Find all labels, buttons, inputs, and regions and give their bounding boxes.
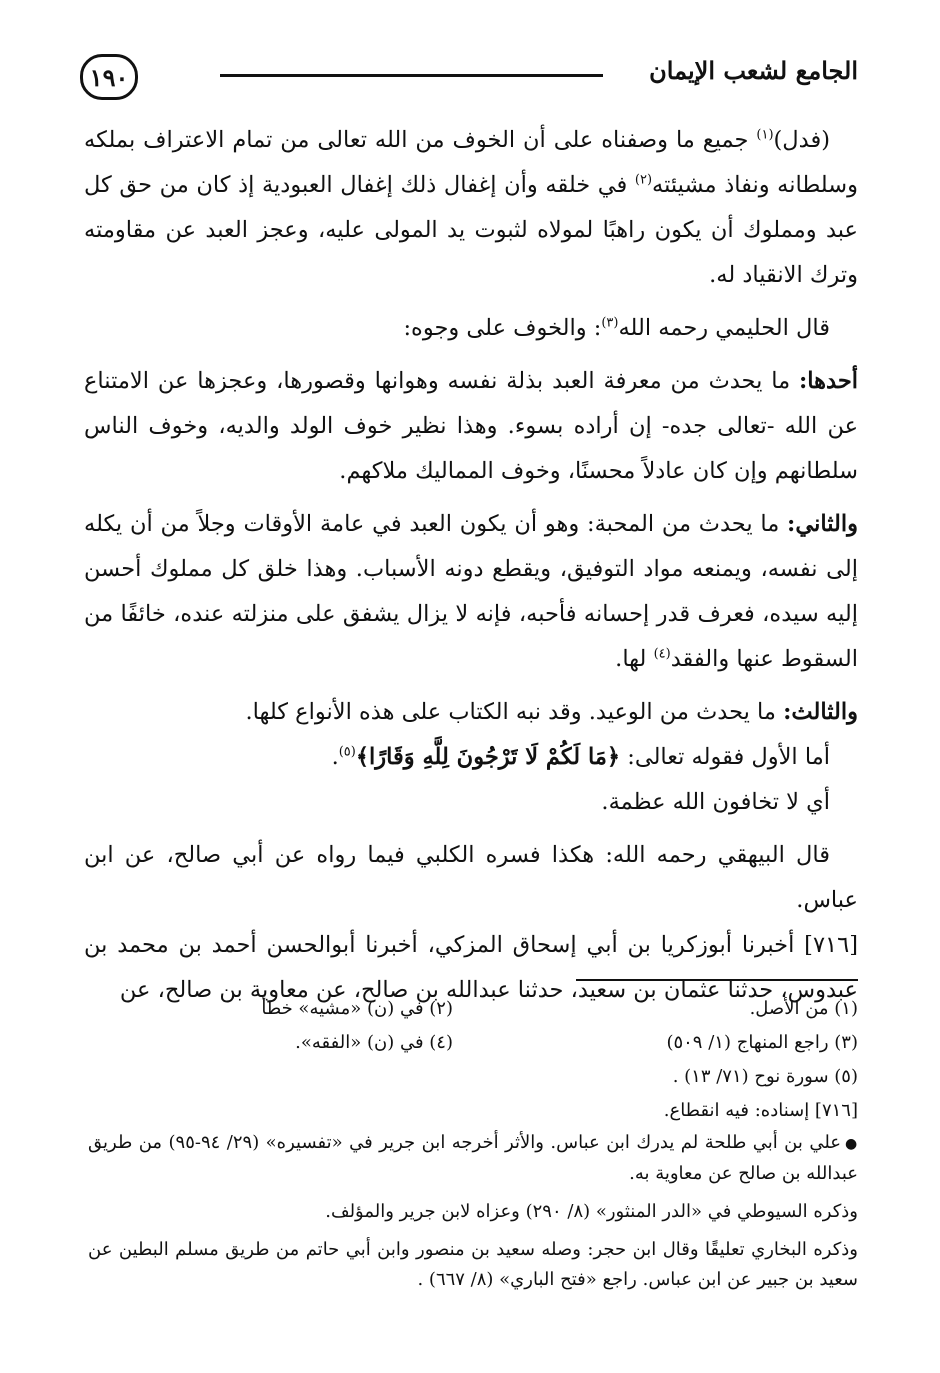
text-span: قال الحليمي رحمه الله bbox=[618, 315, 830, 341]
paragraph-6 bbox=[84, 735, 858, 780]
footnote-4: (٤) في (ن) «الفقه». bbox=[295, 1032, 453, 1053]
header-rule bbox=[220, 74, 603, 77]
footnote-ref-5: (٥) bbox=[338, 744, 356, 760]
paragraph-2 bbox=[84, 306, 858, 351]
footnote-note-1 bbox=[88, 1128, 858, 1189]
text-span: علي بن أبي طلحة لم يدرك ابن عباس. والأثر أخرجه ابن جرير في «تفسيره» (٢٩/ ٩٤-٩٥) من طريق عبدالله بن صالح عن معاوية به. bbox=[88, 1132, 858, 1184]
paragraph-7: أي لا تخافون الله عظمة. bbox=[601, 789, 830, 815]
paragraph-lead: أحدها: bbox=[799, 368, 858, 394]
text-span: (فدل) bbox=[773, 127, 830, 153]
paragraph-1 bbox=[84, 118, 858, 298]
text-span: ما يحدث من الوعيد. وقد نبه الكتاب على هذه الأنواع كلها. bbox=[245, 699, 784, 725]
text-span: ما يحدث من المحبة: وهو أن يكون العبد في عامة الأوقات وجلاً من أن يكله إلى نفسه، ويمنعه مواد التوفيق، ويقطع دونه الأسباب. وهذا خلق كل مملوك أحسن إليه سيده، فعرف قدر إحسانه فأحبه، فإنه لا يزال يشفق على منزلته عنده، خائفًا من السقوط عنها والفقد bbox=[84, 511, 858, 672]
footnote-note-2: وذكره السيوطي في «الدر المنثور» (٨/ ٢٩٠) وعزاه لابن جرير والمؤلف. bbox=[325, 1201, 858, 1222]
footnote-ref-3: (٣) bbox=[601, 315, 619, 331]
footnote-ref-4: (٤) bbox=[653, 646, 671, 662]
paragraph-5 bbox=[84, 690, 858, 735]
quran-verse: ﴿مَا لَكُمْ لَا تَرْجُونَ لِلَّهِ وَقَارًا﴾ bbox=[355, 744, 621, 770]
footnote-note-3: وذكره البخاري تعليقًا وقال ابن حجر: وصله سعيد بن منصور وابن أبي حاتم من طريق مسلم البطين عن سعيد بن جبير عن ابن عباس. راجع «فتح الباري» (٨/ ٦٦٧) . bbox=[88, 1239, 858, 1290]
footnote-3: (٣) راجع المنهاج (١/ ٥٠٩) bbox=[666, 1032, 858, 1053]
footnote-716: [٧١٦] إسناده: فيه انقطاع. bbox=[663, 1100, 858, 1121]
text-span: جميع ما وصفناه على أن الخوف من الله تعالى من تمام الاعتراف بملكه وسلطانه ونفاذ مشيئته bbox=[84, 127, 858, 198]
text-span: ما يحدث من معرفة العبد بذلة نفسه وهوانها وقصورها، وعجزها عن الامتناع عن الله -تعالى جده- إن أراده بسوء. وهذا نظير خوف الولد والديه، وخوف الناس سلطانهم وإن كان عادلاً محسنًا، وخوف المماليك ملاكهم. bbox=[84, 368, 858, 484]
footnote-rule bbox=[576, 979, 858, 981]
main-text bbox=[84, 118, 858, 1021]
footnote-5: (٥) سورة نوح (٧١/ ١٣) . bbox=[672, 1066, 858, 1087]
footnote-2: (٢) في (ن) «مشيه» خطأ bbox=[261, 998, 453, 1019]
paragraph-4 bbox=[84, 502, 858, 682]
footnote-1: (١) من الأصل. bbox=[749, 998, 858, 1019]
footnote-ref-2: (٢) bbox=[634, 172, 653, 188]
footnotes bbox=[88, 992, 858, 1295]
running-title: الجامع لشعب الإيمان bbox=[649, 56, 858, 85]
paragraph-8: قال البيهقي رحمه الله: هكذا فسره الكلبي فيما رواه عن أبي صالح، عن ابن عباس. bbox=[84, 842, 858, 913]
text-span: : والخوف على وجوه: bbox=[403, 315, 602, 341]
footnote-grid bbox=[88, 992, 858, 1060]
bullet-icon: ● bbox=[845, 1136, 858, 1152]
paragraph-lead: والثالث: bbox=[783, 699, 858, 725]
text-span: . bbox=[331, 744, 339, 770]
paragraph-3 bbox=[84, 359, 858, 494]
paragraph-9: [٧١٦] أخبرنا أبوزكريا بن أبي إسحاق المزكي، أخبرنا أبوالحسن أحمد بن محمد بن عبدوس، حدثنا عثمان بن سعيد، حدثنا عبدالله بن صالح، عن معاوية بن صالح، عن bbox=[84, 932, 858, 1003]
footnote-ref-1: (١) bbox=[756, 127, 774, 143]
paragraph-lead: والثاني: bbox=[787, 511, 858, 537]
text-span: أما الأول فقوله تعالى: bbox=[620, 744, 830, 770]
page-number: ١٩٠ bbox=[80, 54, 138, 100]
text-span: في خلقه وأن إغفال ذلك إغفال العبودية إذ كان من حق كل عبد ومملوك أن يكون راهبًا لمولاه لثبوت يد المولى عليه، وعجز العبد عن مقاومته وترك الانقياد له. bbox=[84, 172, 858, 288]
text-span: لها. bbox=[615, 646, 654, 672]
page-header bbox=[80, 44, 858, 108]
